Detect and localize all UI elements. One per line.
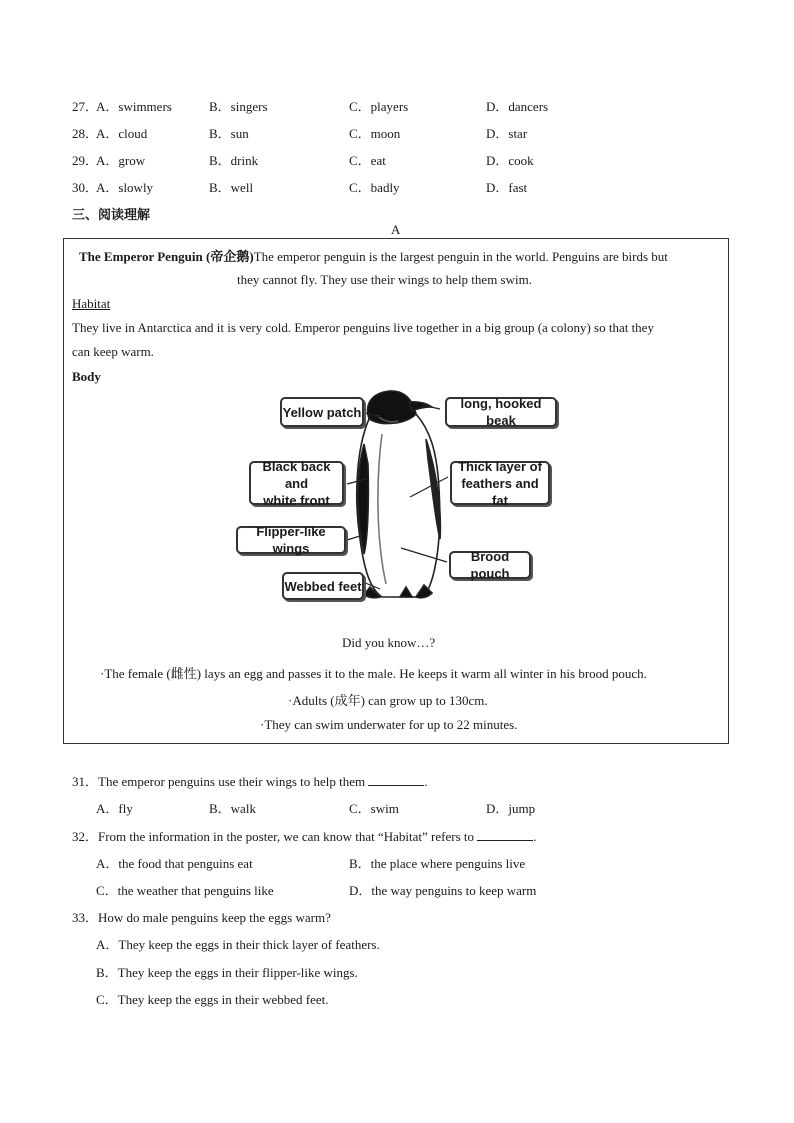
penguin-poster xyxy=(63,238,729,744)
fact-1: ·The female (雌性) lays an egg and passes it to the male. He keeps it warm all winter in his brood pouch. xyxy=(100,666,647,681)
poster-title: The Emperor Penguin (帝企鹅) xyxy=(79,249,254,264)
q31-option-c[interactable]: C．swim xyxy=(349,801,399,816)
label-brood-pouch: Brood pouch xyxy=(449,551,531,579)
option-a[interactable]: A．cloud xyxy=(96,126,148,141)
q32-option-a[interactable]: A．the food that penguins eat xyxy=(96,856,253,871)
label-back-front-line-2: white front xyxy=(263,492,330,508)
label-webbed-feet: Webbed feet xyxy=(282,572,364,600)
option-b[interactable]: B．well xyxy=(209,180,254,195)
label-beak: long, hooked beak xyxy=(445,397,557,427)
question-number: 28． xyxy=(72,126,99,141)
option-c[interactable]: C．players xyxy=(349,99,409,114)
section-heading: 三、阅读理解 xyxy=(72,208,151,223)
body-heading: Body xyxy=(72,369,101,384)
penguin-illustration xyxy=(357,391,441,598)
question-31-end: . xyxy=(424,774,428,789)
fact-2: ·Adults (成年) can grow up to 130cm. xyxy=(288,693,488,708)
q32-option-c[interactable]: C．the weather that penguins like xyxy=(96,883,274,898)
habitat-heading: Habitat xyxy=(72,296,111,311)
option-a[interactable]: A．slowly xyxy=(96,180,154,195)
question-28-row xyxy=(72,123,712,143)
q31-option-a[interactable]: A．fly xyxy=(96,801,133,816)
answer-blank[interactable] xyxy=(368,773,424,786)
passage-label: A xyxy=(391,222,401,237)
question-number: 27． xyxy=(72,99,99,114)
q31-option-d[interactable]: D．jump xyxy=(486,801,536,816)
option-c[interactable]: C．eat xyxy=(349,153,386,168)
q33-option-b[interactable]: B．They keep the eggs in their flipper-like wings. xyxy=(96,965,358,980)
did-you-know-heading: Did you know…? xyxy=(342,635,436,650)
q33-option-c[interactable]: C．They keep the eggs in their webbed feet. xyxy=(96,992,329,1007)
option-b[interactable]: B．sun xyxy=(209,126,249,141)
option-a[interactable]: A．swimmers xyxy=(96,99,172,114)
question-number: 29． xyxy=(72,153,99,168)
option-c[interactable]: C．badly xyxy=(349,180,400,195)
q33-option-a[interactable]: A．They keep the eggs in their thick layer of feathers. xyxy=(96,937,380,952)
option-d[interactable]: D．cook xyxy=(486,153,534,168)
label-back-front xyxy=(249,458,344,508)
question-33-stem: 33．How do male penguins keep the eggs warm? xyxy=(72,910,331,925)
question-27-row xyxy=(72,96,712,116)
q31-option-b[interactable]: B．walk xyxy=(209,801,256,816)
question-32-end: . xyxy=(533,829,537,844)
question-29-row xyxy=(72,150,712,170)
option-c[interactable]: C．moon xyxy=(349,126,401,141)
label-thick-layer-line-1: Thick layer of xyxy=(458,458,542,474)
answer-blank[interactable] xyxy=(477,828,533,841)
question-30-row xyxy=(72,177,712,197)
label-thick-layer xyxy=(450,458,550,508)
question-32-text: 32．From the information in the poster, we can know that “Habitat” refers to xyxy=(72,829,475,844)
option-b[interactable]: B．drink xyxy=(209,153,259,168)
option-a[interactable]: A．grow xyxy=(96,153,146,168)
poster-intro-text: The emperor penguin is the largest penguin in the world. Penguins are birds but xyxy=(253,249,668,264)
question-number: 30． xyxy=(72,180,99,195)
question-32-stem xyxy=(72,826,537,845)
poster-intro-line-2: they cannot fly. They use their wings to help them swim. xyxy=(237,272,532,287)
label-thick-layer-line-2: feathers and fat xyxy=(461,475,539,508)
label-back-front-line-1: Black back and xyxy=(262,458,331,491)
habitat-text-2: can keep warm. xyxy=(72,344,154,359)
label-flipper-wings: Flipper-like wings xyxy=(236,526,346,554)
habitat-text-1: They live in Antarctica and it is very cold. Emperor penguins live together in a big group (a colony) so that they xyxy=(72,320,654,335)
label-yellow-patch: Yellow patch xyxy=(280,397,364,427)
question-31-stem xyxy=(72,771,428,790)
q32-option-b[interactable]: B．the place where penguins live xyxy=(349,856,526,871)
option-b[interactable]: B．singers xyxy=(209,99,268,114)
fact-3: ·They can swim underwater for up to 22 minutes. xyxy=(260,717,518,732)
option-d[interactable]: D．fast xyxy=(486,180,528,195)
option-d[interactable]: D．star xyxy=(486,126,528,141)
q32-option-d[interactable]: D．the way penguins to keep warm xyxy=(349,883,537,898)
option-d[interactable]: D．dancers xyxy=(486,99,549,114)
question-31-text: 31．The emperor penguins use their wings to help them xyxy=(72,774,366,789)
